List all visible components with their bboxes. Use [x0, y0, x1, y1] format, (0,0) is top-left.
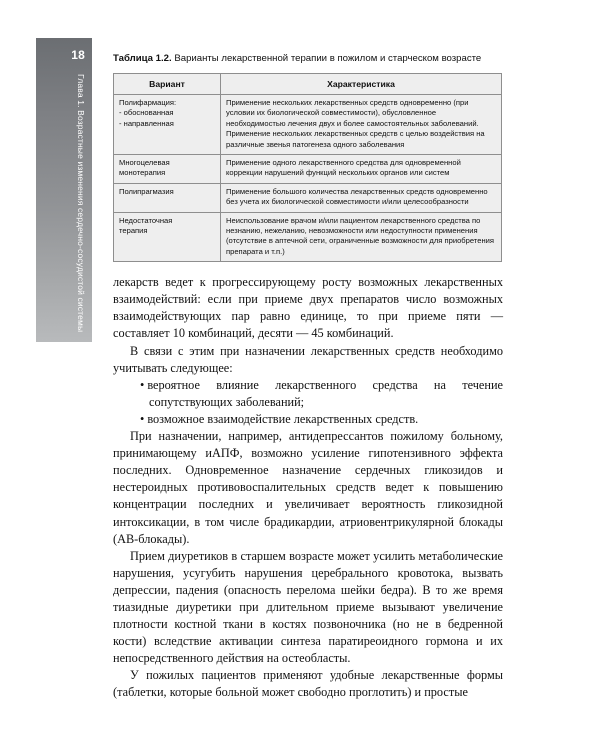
characteristic-block: Применение нескольких лекарственных средств одновременно (при условии их биологической совместимости), обусловленное необходимостью лечения двух и более самостоятельных заболеваний.: [226, 97, 479, 128]
table-caption: [113, 52, 503, 67]
bullet-list: [113, 377, 503, 428]
body-text: [113, 274, 503, 701]
paragraph: В связи с этим при назначении лекарственных средств необходимо учитывать следующее:: [113, 343, 503, 375]
variant-line: - обоснованная: [119, 108, 174, 118]
cell-characteristic: [221, 212, 502, 262]
characteristic-block: Неиспользование врачом и/или пациентом лекарственного средства по незнанию, нежеланию, невозможности или недоступности применения (отсутствие в аптечной сети, ограниченные возможности для приобретения препарата и т.п.): [226, 215, 494, 256]
cell-variant: [114, 183, 221, 212]
variant-line: Недостаточная: [119, 215, 173, 225]
cell-variant: [114, 212, 221, 262]
variant-line: - направленная: [119, 118, 174, 128]
characteristic-block: Применение большого количества лекарственных средств одновременно без учета их биологической совместимости и/или целесообразности: [226, 186, 488, 207]
variant-line: Полифармация:: [119, 97, 177, 107]
column-header-characteristic: Характеристика: [221, 73, 502, 94]
table-row: [114, 94, 502, 154]
paragraph: Прием диуретиков в старшем возрасте может усилить метаболические нарушения, усугубить нарушения церебрального кровотока, вызвать депрессии, падения (опасность перелома шейки бедра). В то же время тиазидные диуретики при длительном приеме вызывают увеличение плотности костной ткани в костях позвоночника (но не в бедренной кости) вследствие активации синтеза паратиреоидного гормона и их непосредственного действия на остеобласты.: [113, 548, 503, 666]
cell-characteristic: [221, 154, 502, 183]
cell-characteristic: [221, 183, 502, 212]
paragraph: лекарств ведет к прогрессирующему росту возможных лекарственных взаимодействий: если при приеме двух препаратов число возможных взаимодействующих пар равно единице, то при приеме пяти — составляет 10 комбинаций, десяти — 45 комбинаций.: [113, 275, 503, 341]
sidebar-running-head: [36, 38, 92, 342]
characteristic-block: Применение нескольких лекарственных средств с целью воздействия на различные звенья патогенеза одного заболевания: [226, 129, 485, 149]
variant-line: терапия: [119, 225, 148, 235]
table-caption-label: Таблица 1.2.: [113, 53, 172, 64]
table-row: [114, 183, 502, 212]
column-header-variant: Вариант: [114, 73, 221, 94]
cell-characteristic: [221, 94, 502, 154]
paragraph: При назначении, например, антидепрессантов пожилому больному, принимающему иАПФ, возможно усиление гипотензивного эффекта последних. Одновременное назначение сердечных гликозидов и нестероидных противовоспалительных средств ведет к повышению концентрации последних и увеличивает вероятность гликозидной интоксикации, в том числе брадикардии, атриовентрикулярной блокады (АВ-блокады).: [113, 429, 503, 546]
table-caption-text: Варианты лекарственной терапии в пожилом и старческом возрасте: [174, 53, 482, 64]
table-body: [114, 94, 502, 261]
paragraph: У пожилых пациентов применяют удобные лекарственные формы (таблетки, которые больной может свободно проглотить) и простые: [113, 668, 503, 700]
chapter-rail: [74, 74, 88, 336]
cell-variant: [114, 94, 221, 154]
list-item: • возможное взаимодействие лекарственных средств.: [113, 411, 503, 428]
page-number: 18: [71, 48, 85, 62]
table-header-row: [114, 73, 502, 94]
chapter-running-head-label: Глава 1. Возрастные изменения сердечно-сосудистой системы: [76, 74, 86, 333]
table-row: [114, 212, 502, 262]
cell-variant: [114, 154, 221, 183]
content-column: [113, 52, 503, 702]
table-row: [114, 154, 502, 183]
variant-line: монотерапия: [119, 168, 166, 178]
variant-line: Многоцелевая: [119, 157, 170, 167]
characteristic-block: Применение одного лекарственного средства для одновременной коррекции нарушений функций нескольких органов или систем: [226, 157, 461, 178]
therapy-variants-table: [113, 73, 502, 263]
variant-line: Полипрагмазия: [119, 186, 174, 196]
list-item: • вероятное влияние лекарственного средства на течение сопутствующих заболеваний;: [113, 377, 503, 411]
